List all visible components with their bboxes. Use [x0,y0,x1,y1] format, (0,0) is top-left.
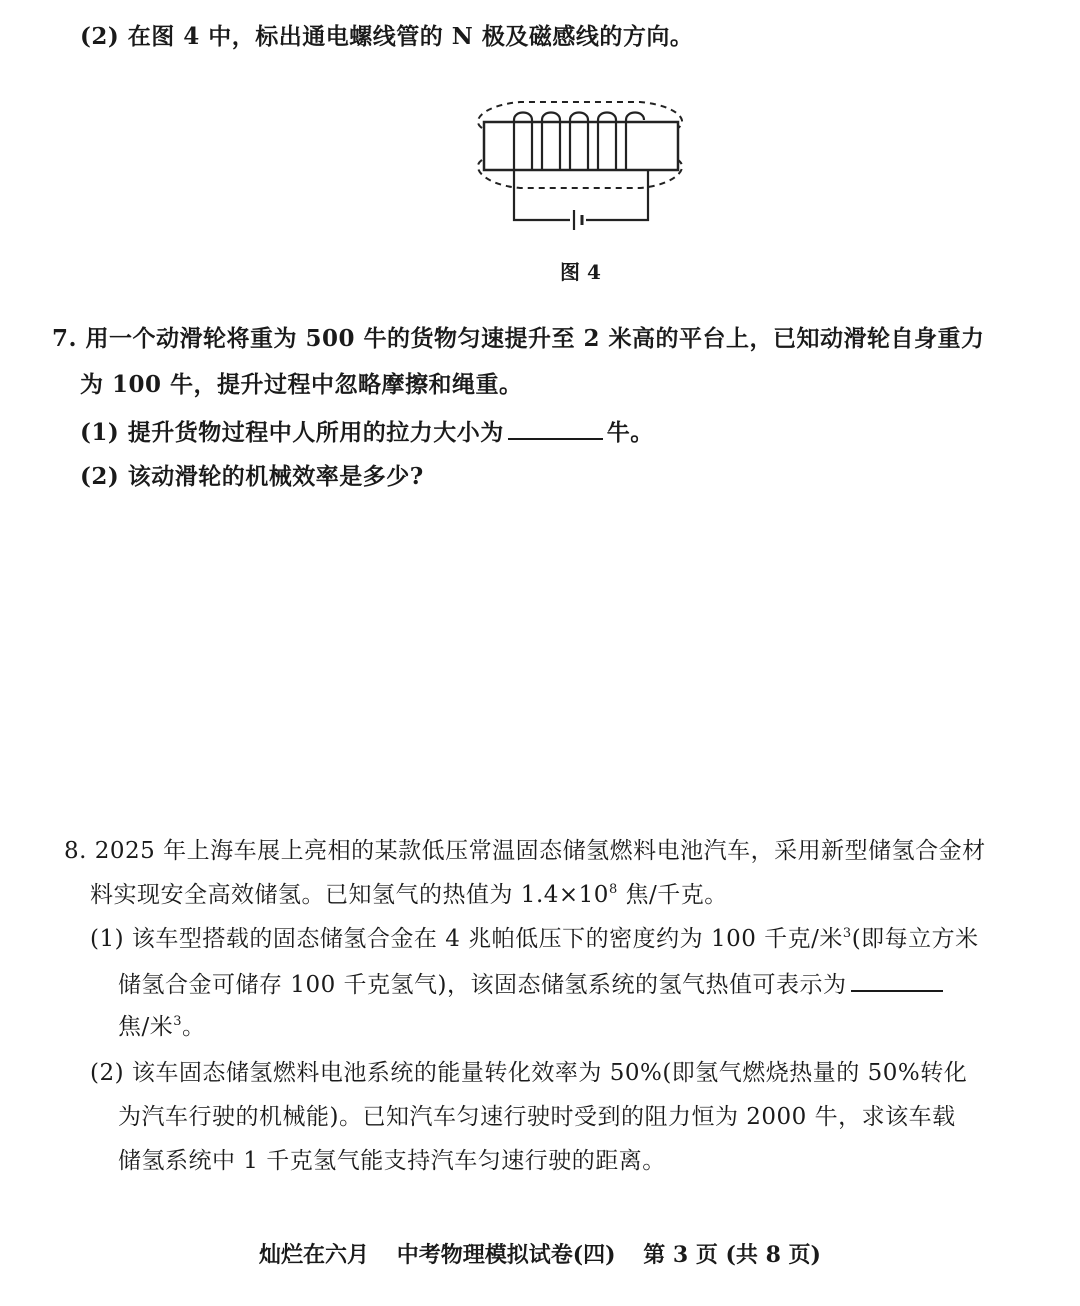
figure-caption: 图 4 [560,260,601,284]
field-line-bottom [478,160,682,188]
q8-part2-line3: 储氢系统中 1 千克氢气能支持汽车匀速行驶的距离。 [118,1148,666,1174]
q8-part2-line1: (2) 该车固态储氢燃料电池系统的能量转化效率为 50%(即氢气燃烧热量的 50%转化 [90,1060,968,1086]
q7-stem-line1: 7. 用一个动滑轮将重为 500 牛的货物匀速提升至 2 米高的平台上，已知动滑轮自身重力 [52,325,985,352]
q8-part1-line3 [118,1012,206,1042]
q8-stem-line2 [90,880,728,910]
q8-part1-line3-exponent: 3 [173,1014,183,1029]
q8-part1-line3-prefix: 焦/米 [118,1014,174,1040]
q8-part1-line1-suffix: (即每立方米 [851,926,979,952]
footer-title: 中考物理模拟试卷(四) [396,1242,616,1268]
q8-part1-line3-suffix: 。 [182,1014,206,1040]
answer-blank[interactable] [508,416,603,440]
footer-page: 第 3 页 (共 8 页) [643,1242,821,1268]
q8-stem-line2-prefix: 料实现安全高效储氢。已知氢气的热值为 1.4×10 [90,882,609,908]
q8-stem-exponent: 8 [608,882,618,897]
q8-part2-line2: 为汽车行驶的机械能)。已知汽车匀速行驶时受到的阻力恒为 2000 牛，求该车载 [118,1104,956,1130]
q7-part2: (2) 该动滑轮的机械效率是多少? [80,463,424,490]
answer-blank[interactable] [851,968,943,992]
q6-part2: (2) 在图 4 中，标出通电螺线管的 N 极及磁感线的方向。 [80,23,694,50]
q8-part1-line1-prefix: (1) 该车型搭载的固态储氢合金在 4 兆帕低压下的密度约为 100 千克/米 [90,926,843,952]
q8-stem-line1: 8. 2025 年上海车展上亮相的某款低压常温固态储氢燃料电池汽车，采用新型储氢合金材 [64,838,986,864]
circuit-wire [514,170,648,220]
footer-left: 灿烂在六月 [259,1242,370,1268]
q8-part1-line1 [90,924,979,954]
q7-part1-suffix: 牛。 [606,419,654,446]
page-footer [0,1238,1080,1269]
solenoid-figure [460,90,700,230]
q7-stem-line2: 为 100 牛，提升过程中忽略摩擦和绳重。 [80,371,523,398]
q8-part1-line2-text: 储氢合金可储存 100 千克氢气)，该固态储氢系统的氢气热值可表示为 [118,972,847,998]
field-line-top [478,102,682,128]
q8-part1-line1-exponent: 3 [842,926,852,941]
q7-part1-prefix: (1) 提升货物过程中人所用的拉力大小为 [80,419,504,446]
q8-stem-line2-suffix: 焦/千克。 [617,882,728,908]
q8-part1-line2 [118,968,947,1000]
q7-part1 [80,416,654,448]
